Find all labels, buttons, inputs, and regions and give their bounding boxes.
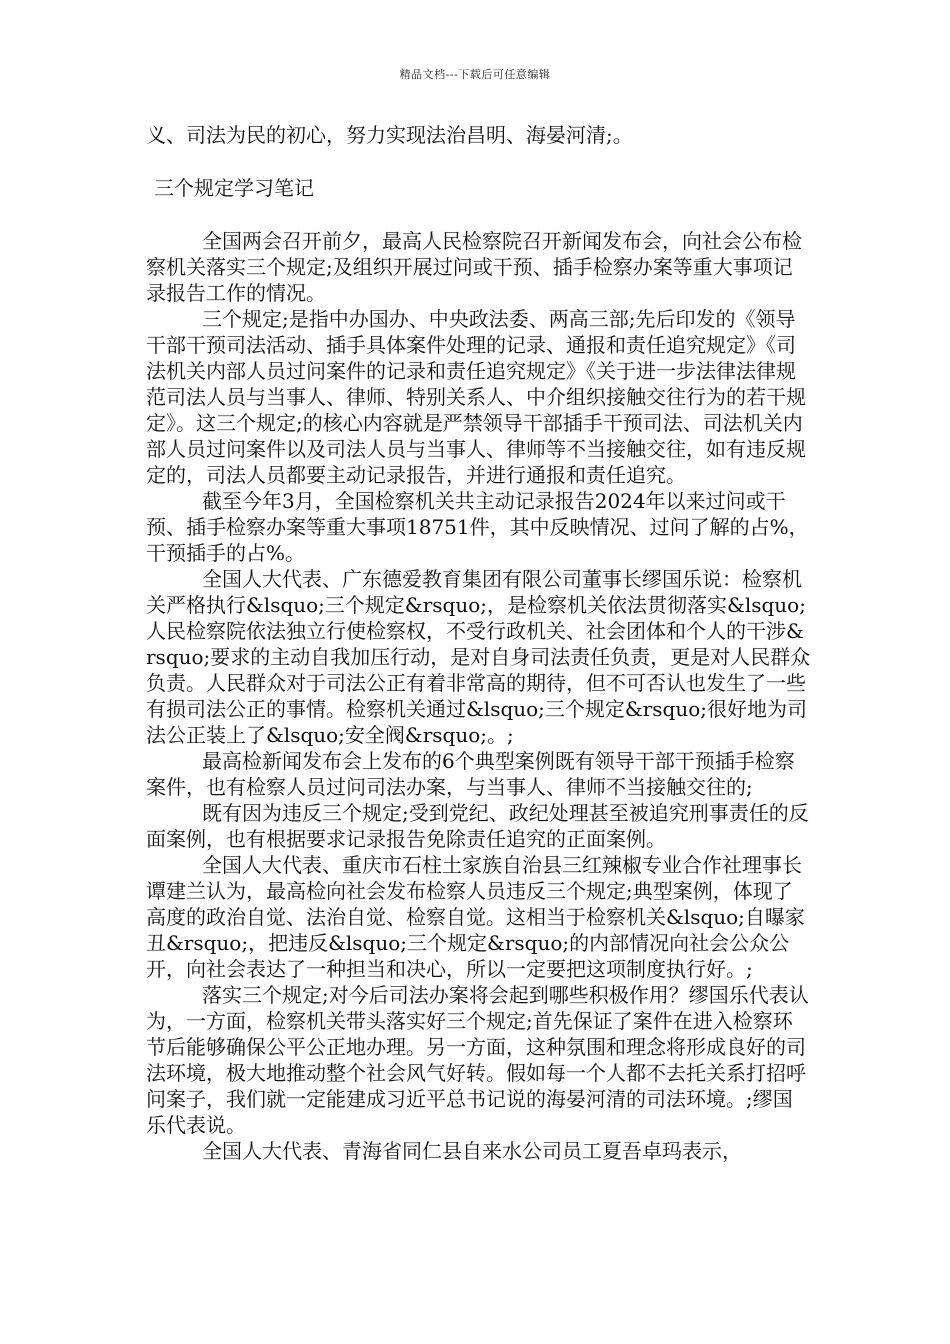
document-body bbox=[146, 122, 811, 1164]
paragraph-2: 三个规定;是指中办国办、中央政法委、两高三部;先后印发的《领导干部干预司法活动、插手具体案件处理的记录、通报和责任追究规定》《司法机关内部人员过问案件的记录和责任追究规定》《关于进一步法律法律规范司法人员与当事人、律师、特别关系人、中介组织接触交往行为的若干规定》。这三个规定;的核心内容就是严禁领导干部插手干预司法、司法机关内部人员过问案件以及司法人员与当事人、律师等不当接触交往，如有违反规定的，司法人员都要主动记录报告，并进行通报和责任追究。 bbox=[146, 307, 806, 487]
paragraph-9: 全国人大代表、青海省同仁县自来水公司员工夏吾卓玛表示， bbox=[202, 1139, 742, 1163]
paragraph-6: 既有因为违反三个规定;受到党纪、政纪处理甚至被追究刑事责任的反面案例，也有根据要求记录报告免除责任追究的正面案例。 bbox=[146, 801, 809, 851]
paragraph-7: 全国人大代表、重庆市石柱土家族自治县三红辣椒专业合作社理事长谭建兰认为，最高检向社会发布检察人员违反三个规定;典型案例，体现了高度的政治自觉、法治自觉、检察自觉。这相当于检察机关&lsquo;自曝家丑&rsquo;，把违反&lsquo;三个规定&rsquo;的内部情况向社会公众公开，向社会表达了一种担当和决心，所以一定要把这项制度执行好。; bbox=[146, 853, 805, 981]
paragraph-8: 落实三个规定;对今后司法办案将会起到哪些积极作用？缪国乐代表认为，一方面，检察机关带头落实好三个规定;首先保证了案件在进入检察环节后能够确保公平公正地办理。另一方面，这种氛围和理念将形成良好的司法环境，极大地推动整个社会风气好转。假如每一个人都不去托关系打招呼问案子，我们就一定能建成习近平总书记说的海晏河清的司法环境。;缪国乐代表说。 bbox=[146, 983, 809, 1137]
paragraph-1: 全国两会召开前夕，最高人民检察院召开新闻发布会，向社会公布检察机关落实三个规定;及组织开展过问或干预、插手检察办案等重大事项记录报告工作的情况。 bbox=[146, 229, 802, 305]
paragraph-3: 截至今年3月，全国检察机关共主动记录报告2024年以来过问或干预、插手检察办案等重大事项18751件，其中反映情况、过问了解的占%，干预插手的占%。 bbox=[146, 489, 809, 565]
paragraph-5: 最高检新闻发布会上发布的6个典型案例既有领导干部干预插手检察案件，也有检察人员过问司法办案，与当事人、律师不当接触交往的; bbox=[146, 749, 795, 799]
page-header: 精品文档---下载后可任意编辑 bbox=[399, 68, 551, 81]
paragraph-4: 全国人大代表、广东德爱教育集团有限公司董事长缪国乐说：检察机关严格执行&lsquo;三个规定&rsquo;，是检察机关依法贯彻落实&lsquo;人民检察院依法独立行使检察权，不受行政机关、社会团体和个人的干涉&rsquo;要求的主动自我加压行动，是对自身司法责任负责，更是对人民群众负责。人民群众对于司法公正有着非常高的期待，但不可否认也发生了一些有损司法公正的事情。检察机关通过&lsquo;三个规定&rsquo;很好地为司法公正装上了&lsquo;安全阀&rsquo;。; bbox=[146, 567, 811, 747]
opening-line: 义、司法为民的初心，努力实现法治昌明、海晏河清;。 bbox=[146, 123, 633, 147]
section-title: 三个规定学习笔记 bbox=[154, 176, 314, 200]
